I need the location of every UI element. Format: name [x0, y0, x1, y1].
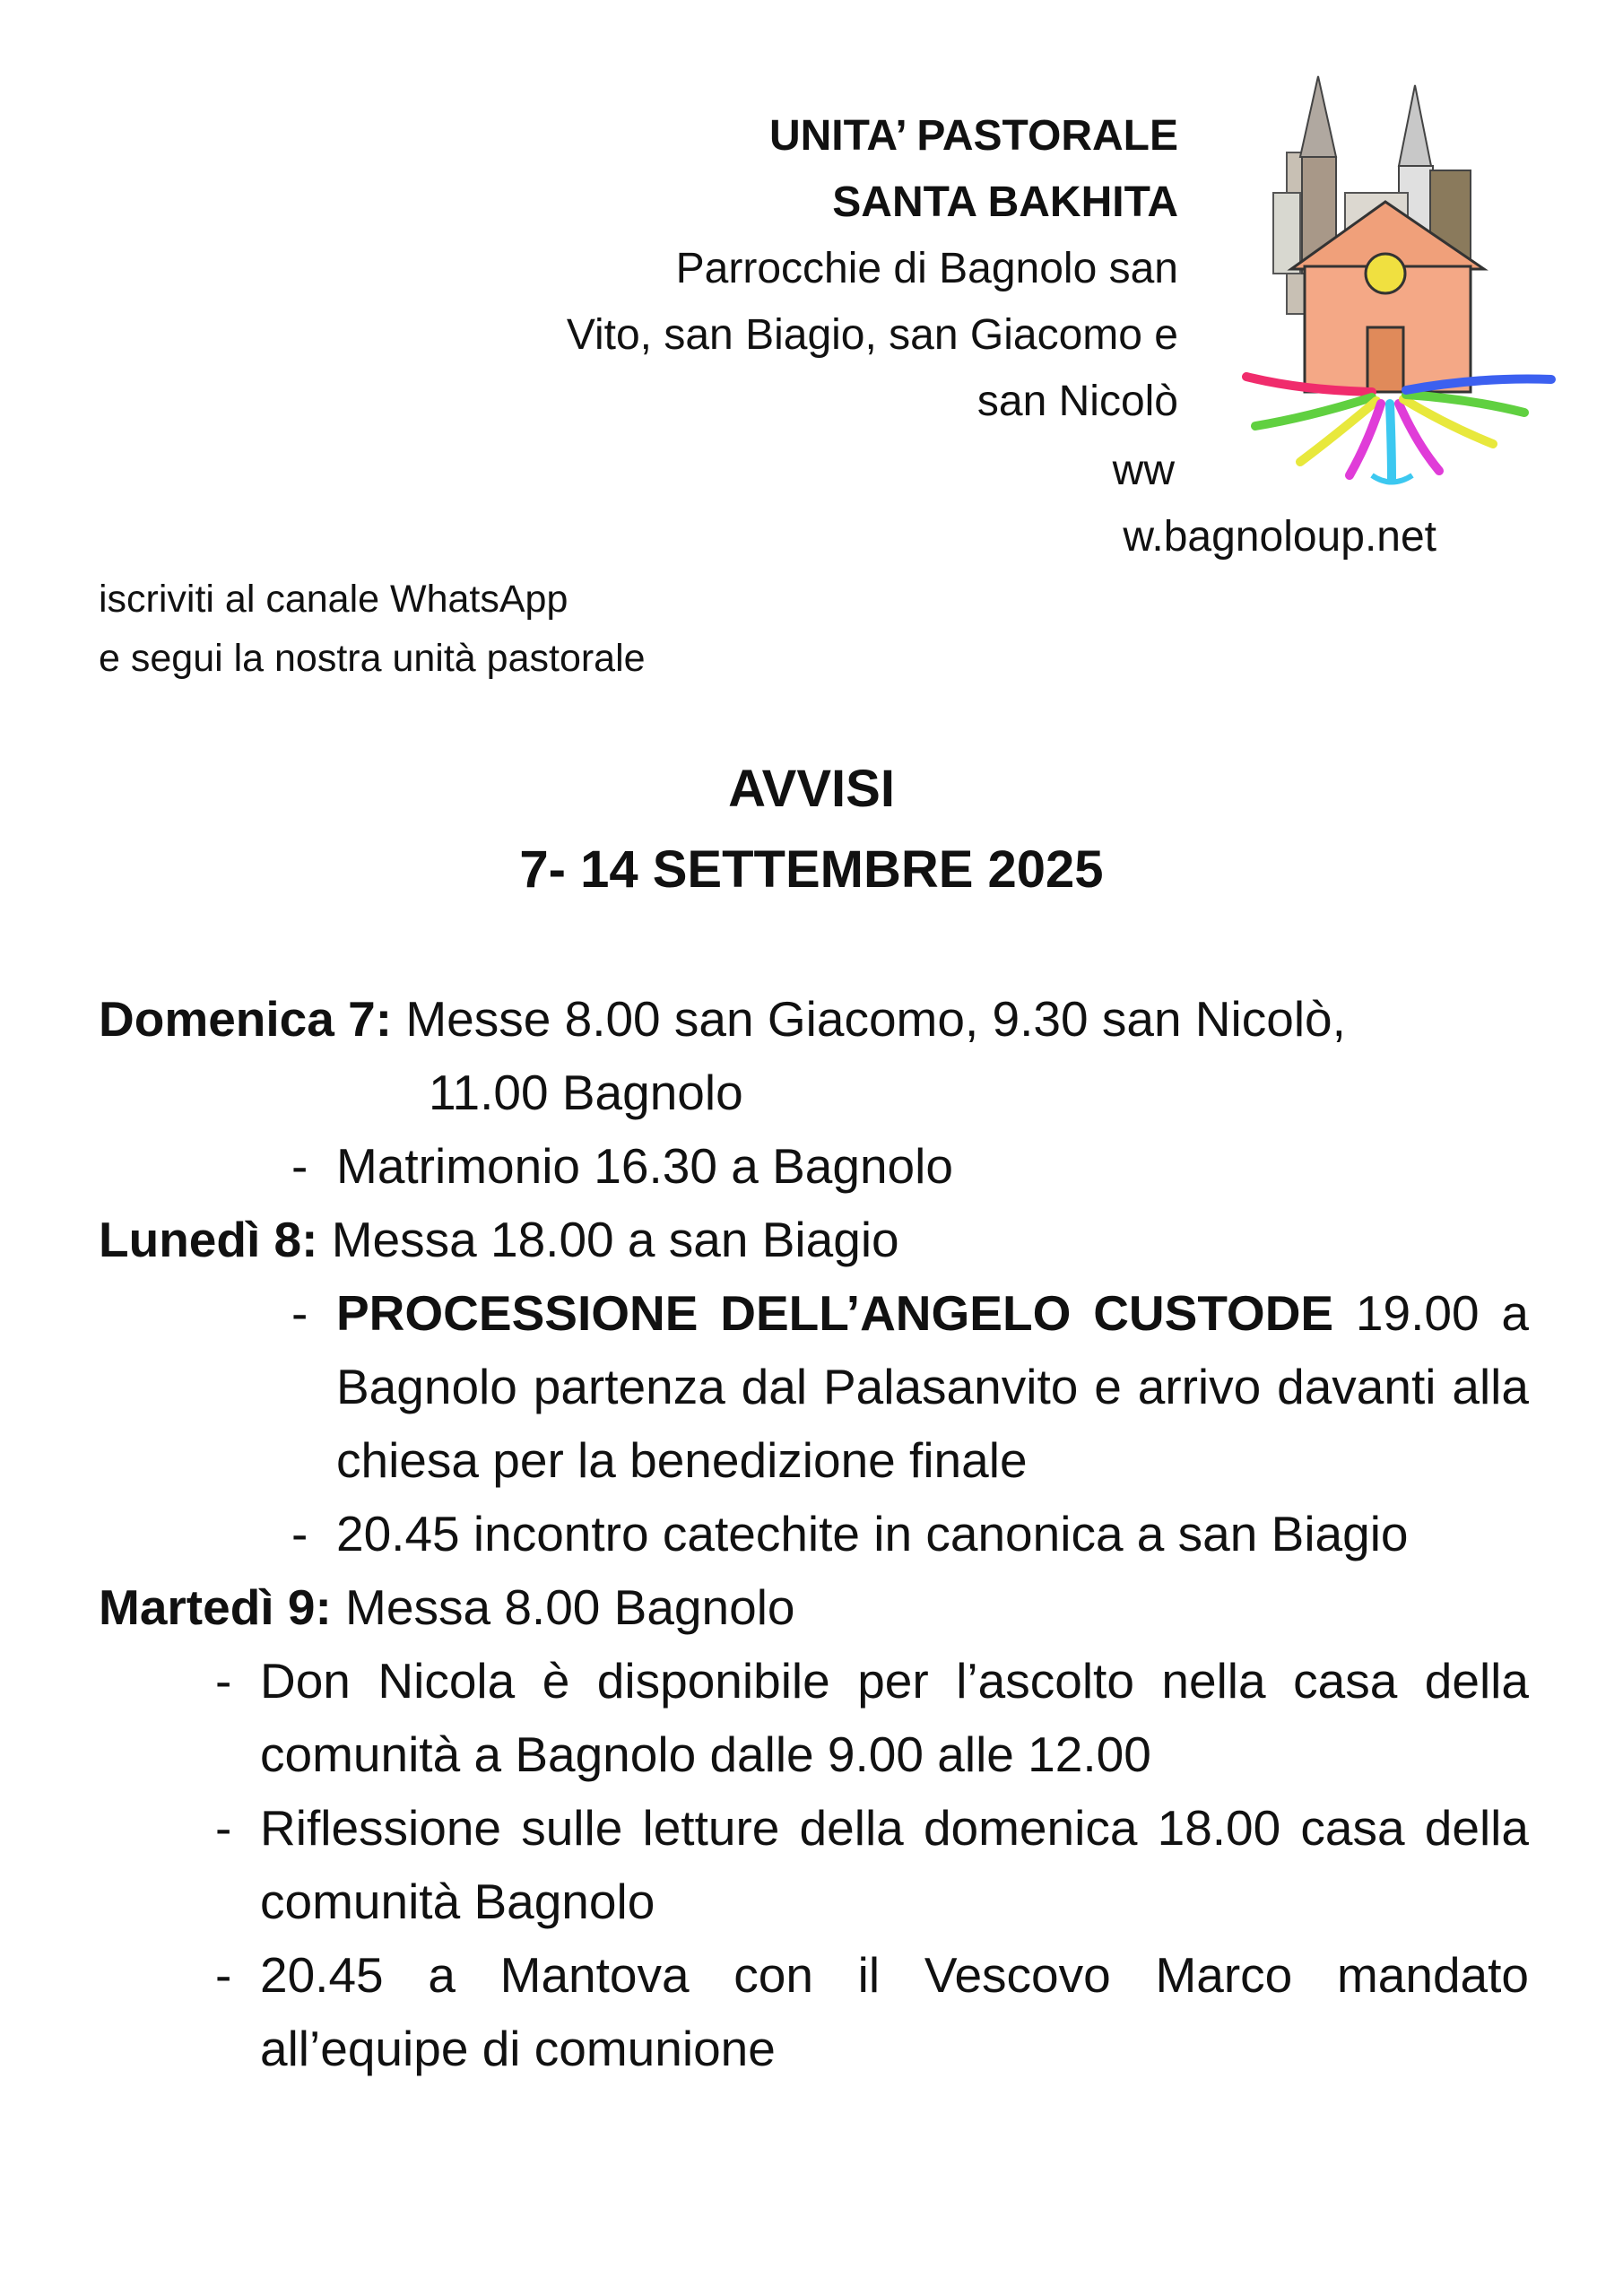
day-monday [99, 1203, 1529, 1276]
day-label: Martedì 9: [99, 1579, 332, 1635]
website-part2: w.bagnoloup.net [1123, 513, 1436, 561]
parishes-line3: san Nicolò [976, 378, 1178, 425]
whatsapp-line2: e segui la nostra unità pastorale [99, 637, 646, 680]
list-item [99, 1791, 1529, 1938]
day-text: Messa 18.00 a san Biagio [317, 1212, 899, 1267]
website-part1: ww [1112, 447, 1175, 494]
list-item [99, 1644, 1529, 1791]
procession-details: 19.00 a Bagnolo partenza dal Palasanvito e arrivo davanti alla chiesa per la benedizione finale [336, 1285, 1529, 1488]
item-text: 20.45 incontro catechite in canonica a san Biagio [336, 1506, 1409, 1561]
item-text: Riflessione sulle letture della domenica 18.00 casa della comunità Bagnolo [260, 1800, 1529, 1929]
list-item [99, 1497, 1529, 1570]
item-text: Don Nicola è disponibile per l’ascolto nella casa della comunità a Bagnolo dalle 9.00 alle 12.00 [260, 1653, 1529, 1782]
church-logo-icon [1237, 58, 1569, 489]
bullet-dash: - [215, 1653, 232, 1709]
parishes-line2: Vito, san Biagio, san Giacomo e [566, 311, 1178, 359]
list-item [99, 1938, 1529, 2085]
org-name-line1: UNITA’ PASTORALE [768, 112, 1178, 160]
list-item [99, 1129, 1529, 1203]
day-tuesday [99, 1570, 1529, 1644]
bullet-dash: - [291, 1138, 308, 1194]
day-continuation: 11.00 Bagnolo [429, 1065, 743, 1120]
day-text: Messa 8.00 Bagnolo [331, 1579, 795, 1635]
whatsapp-line1: iscriviti al canale WhatsApp [99, 578, 568, 621]
title-line1: AVVISI [728, 760, 895, 818]
day-text: Messe 8.00 san Giacomo, 9.30 san Nicolò, [392, 991, 1346, 1047]
list-item [99, 1276, 1529, 1497]
bullet-dash: - [291, 1506, 308, 1561]
day-label: Lunedì 8: [99, 1212, 318, 1267]
title-line2: 7- 14 SETTEMBRE 2025 [519, 840, 1104, 899]
header [461, 103, 1178, 435]
bullet-dash: - [215, 1947, 232, 2003]
bullet-dash: - [215, 1800, 232, 1856]
procession-title: PROCESSIONE DELL’ANGELO CUSTODE [336, 1285, 1334, 1341]
item-text: Matrimonio 16.30 a Bagnolo [336, 1138, 953, 1194]
whatsapp-invite [99, 570, 646, 688]
item-text: 20.45 a Mantova con il Vescovo Marco mandato all’equipe di comunione [260, 1947, 1529, 2076]
org-name-line2: SANTA BAKHITA [832, 178, 1178, 226]
day-sunday [99, 982, 1529, 1056]
bullet-dash: - [291, 1285, 308, 1341]
announcements [99, 982, 1529, 2085]
page-title [0, 749, 1623, 910]
parishes-line1: Parrocchie di Bagnolo san [675, 245, 1178, 292]
item-text [336, 1276, 1529, 1497]
day-label: Domenica 7: [99, 991, 393, 1047]
